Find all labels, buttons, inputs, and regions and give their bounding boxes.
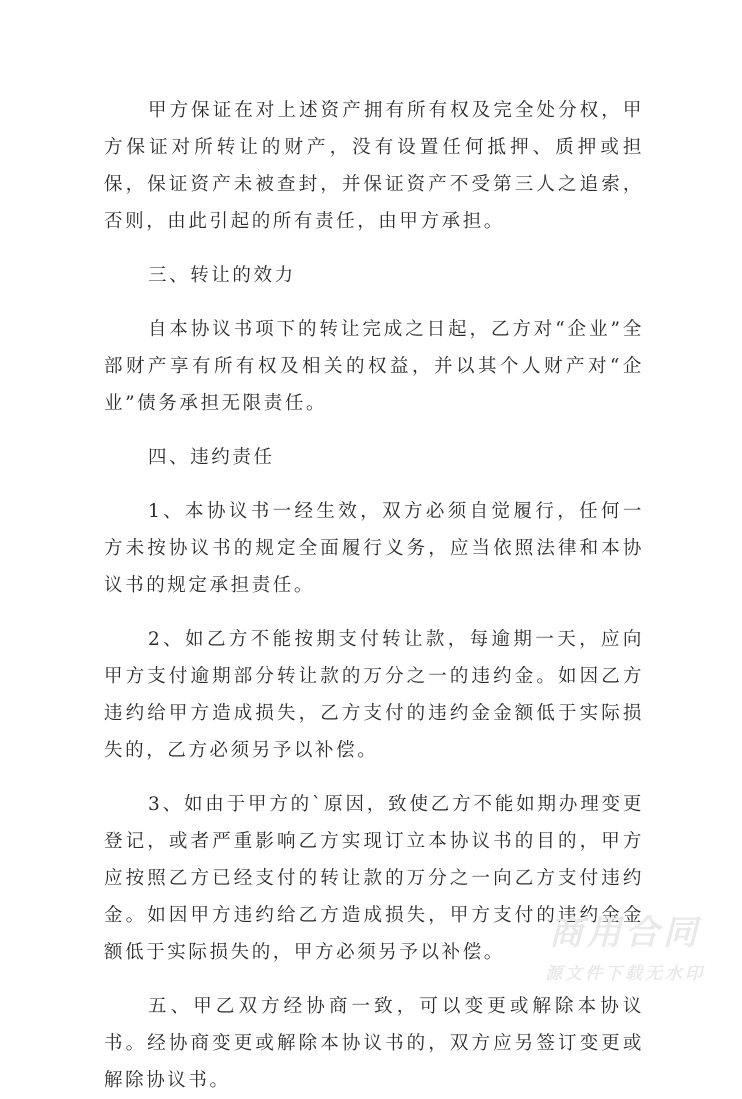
- watermark: [535, 913, 715, 989]
- paragraph-section-5: 五、甲乙双方经协商一致，可以变更或解除本协议书。经协商变更或解除本协议书的，双方应另签订变更或解除协议书。: [104, 996, 644, 1091]
- paragraph-clause-1: 1、本协议书一经生效，双方必须自觉履行，任何一方未按协议书的规定全面履行义务，应当依照法律和本协议书的规定承担责任。: [104, 501, 644, 596]
- watermark-main-text: 商用合同: [549, 913, 701, 953]
- paragraph-clause-3: 3、如由于甲方的`原因，致使乙方不能如期办理变更登记，或者严重影响乙方实现订立本协议书的目的，甲方应按照乙方已经支付的转让款的万分之一向乙方支付违约金。如因甲方违约给乙方造成损失，甲方支付的违约金金额低于实际损失的，甲方必须另予以补偿。: [104, 794, 644, 963]
- section-heading-transfer-effect: 三、转让的效力: [148, 265, 296, 286]
- paragraph-warranty: 甲方保证在对上述资产拥有所有权及完全处分权，甲方保证对所转让的财产，没有设置任何抵押、质押或担保，保证资产未被查封，并保证资产不受第三人之追索，否则，由此引起的所有责任，由甲方承担。: [104, 100, 644, 232]
- watermark-sub-text: 源文件下载无水印: [545, 964, 705, 984]
- section-heading-breach-liability: 四、违约责任: [148, 447, 275, 468]
- paragraph-transfer-effect: 自本协议书项下的转让完成之日起，乙方对“企业”全部财产享有所有权及相关的权益，并以其个人财产对“企业”债务承担无限责任。: [104, 319, 644, 414]
- paragraph-clause-2: 2、如乙方不能按期支付转让款，每逾期一天，应向甲方支付逾期部分转让款的万分之一的违约金。如因乙方违约给甲方造成损失，乙方支付的违约金金额低于实际损失的，乙方必须另予以补偿。: [104, 629, 644, 761]
